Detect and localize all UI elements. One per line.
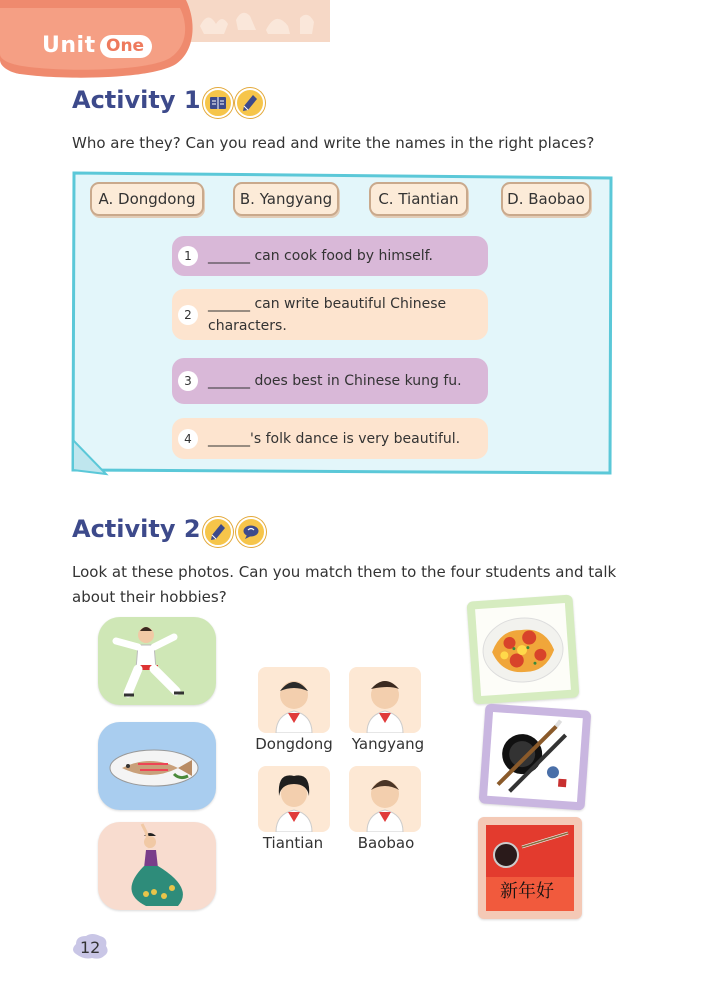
sentence-text [208,293,446,337]
sentence-2 [172,289,488,340]
fish-dish-photo [98,722,216,810]
calligraphy-paper-photo [478,817,582,919]
folk-dance-photo [98,822,216,910]
option-c: C. Tiantian [369,182,468,216]
student-tiantian-card [258,766,330,832]
activity1-instruction: Who are they? Can you read and write the names in the right places? [72,134,595,152]
activity1-title: Activity 1 [72,86,201,114]
option-d: D. Baobao [501,182,591,216]
kung-fu-photo [98,617,216,705]
sentence-line: characters. [208,317,287,334]
sentence-3 [172,358,488,404]
student-yangyang-card [349,667,421,733]
sentence-number: 4 [178,429,198,449]
pencil-icon [203,517,233,547]
cooked-food-photo [467,594,580,704]
student-dongdong-card [258,667,330,733]
student-name-dongdong: Dongdong [255,735,333,753]
calligraphy-text: 新年好 [500,881,554,902]
sentence-text: ______ does best in Chinese kung fu. [208,373,462,389]
unit-word: Unit [42,33,96,58]
activity2-title: Activity 2 [72,515,201,543]
pencil-icon [235,88,265,118]
instruction-line: about their hobbies? [72,588,227,606]
sentence-4 [172,418,488,459]
speech-bubble-icon [236,517,266,547]
student-name-baobao: Baobao [357,834,415,852]
sentence-number: 1 [178,246,198,266]
book-icon [203,88,233,118]
sentence-number: 3 [178,371,198,391]
student-baobao-card [349,766,421,832]
sentence-1 [172,236,488,276]
sentence-text: ______ can cook food by himself. [208,248,434,264]
option-b: B. Yangyang [233,182,339,216]
sentence-number: 2 [178,305,198,325]
sentence-text: ______'s folk dance is very beautiful. [208,430,461,447]
page-number: 12 [80,938,101,957]
student-name-tiantian: Tiantian [262,834,324,852]
sentence-line: ______ can write beautiful Chinese [208,295,447,312]
instruction-line: Look at these photos. Can you match them to the four students and talk [72,563,617,581]
unit-number: One [100,35,152,58]
student-name-yangyang: Yangyang [351,735,425,753]
option-a: A. Dongdong [90,182,204,216]
calligraphy-tools-photo [479,703,592,810]
